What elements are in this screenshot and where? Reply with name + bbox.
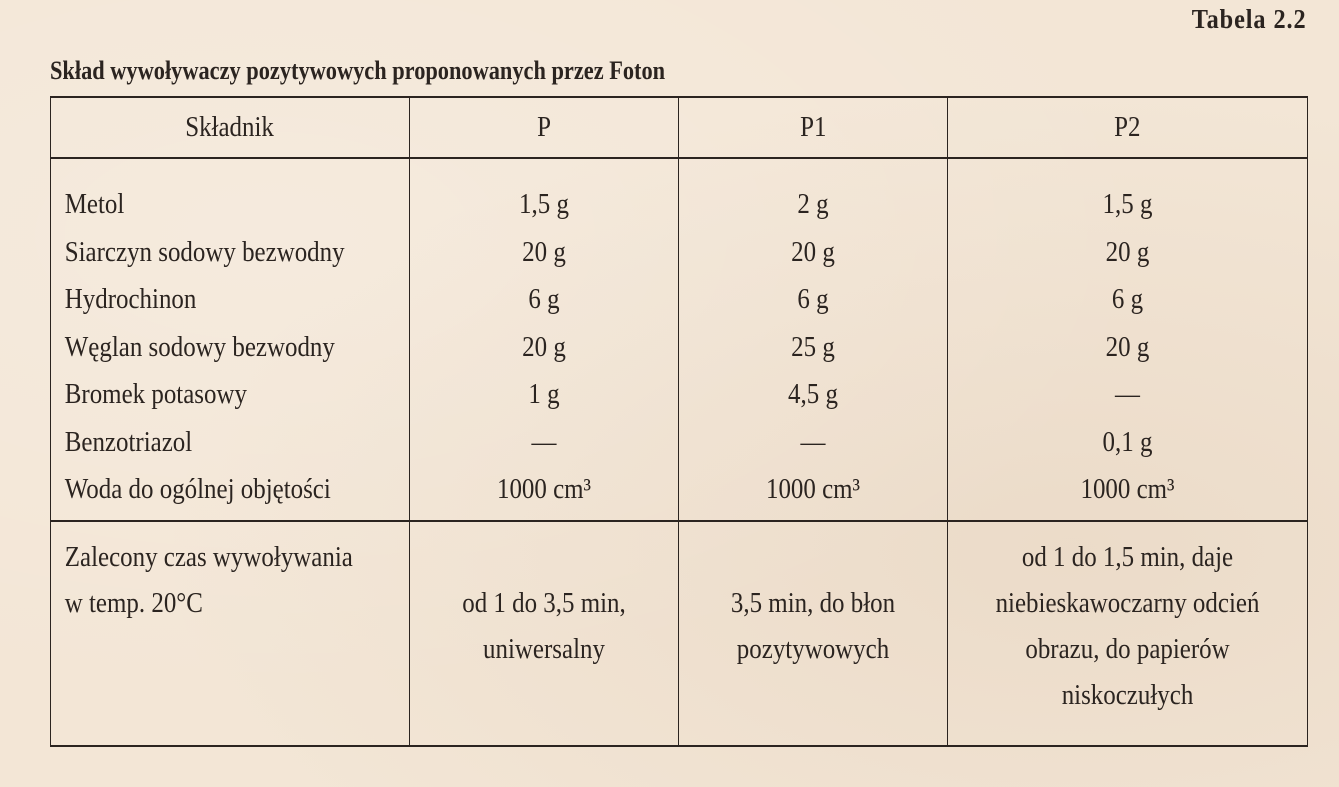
ingredient-name: Węglan sodowy bezwodny — [64, 330, 335, 363]
p1-value: 1000 cm³ — [765, 473, 861, 505]
header-row — [51, 97, 1308, 158]
recommended-p2-line: obrazu, do papierów — [1025, 632, 1230, 665]
recommended-label-cell — [51, 521, 410, 746]
developer-composition-table — [50, 96, 1308, 747]
recommended-p-line: uniwersalny — [483, 632, 605, 665]
p1-value: 25 g — [791, 330, 835, 363]
p1-value: 6 g — [797, 283, 829, 315]
recommended-p-cell — [410, 521, 679, 746]
ingredient-name: Metol — [64, 188, 125, 220]
header-p1: P1 — [679, 97, 948, 158]
p-value: 1000 cm³ — [496, 473, 592, 505]
p1-value: 4,5 g — [788, 378, 838, 410]
ingredient-name: Woda do ogólnej objętości — [64, 473, 331, 505]
p2-value: 0,1 g — [1102, 425, 1153, 458]
p-values-cell — [410, 158, 679, 521]
header-ingredient: Składnik — [51, 97, 410, 158]
p-value: 1 g — [528, 378, 560, 410]
p2-value: 1,5 g — [1102, 188, 1153, 220]
ingredient-name: Bromek potasowy — [64, 378, 247, 410]
p-value: 20 g — [522, 235, 566, 268]
p1-values-cell — [679, 158, 948, 521]
recommended-p1-cell — [679, 521, 948, 746]
ingredient-names-cell — [51, 158, 410, 521]
p2-value: 1000 cm³ — [1080, 473, 1175, 505]
recommended-time-row — [51, 521, 1308, 746]
p2-value: 6 g — [1111, 283, 1144, 315]
ingredient-name: Hydrochinon — [64, 283, 197, 315]
table-number: Tabela 2.2 — [1192, 4, 1307, 34]
recommended-label-line: Zalecony czas wywoływania — [64, 540, 353, 573]
header-p: P — [410, 97, 679, 158]
p2-value: 20 g — [1105, 330, 1150, 363]
p-value: 6 g — [528, 283, 560, 315]
recommended-p2-cell — [948, 521, 1308, 746]
table-caption: Skład wywoływaczy pozytywowych proponowanych przez Foton — [50, 56, 666, 85]
ingredient-name: Siarczyn sodowy bezwodny — [64, 235, 345, 268]
p1-value: 20 g — [791, 235, 835, 268]
recommended-p2-line: niskoczułych — [1061, 678, 1194, 711]
p1-value: — — [800, 425, 826, 458]
p2-values-cell — [948, 158, 1308, 521]
header-p2: P2 — [948, 97, 1308, 158]
recommended-p-line: od 1 do 3,5 min, — [462, 586, 626, 619]
recommended-label-line: w temp. 20°C — [64, 586, 203, 619]
p-value: 1,5 g — [519, 188, 569, 220]
ingredients-row — [51, 158, 1308, 521]
ingredient-name: Benzotriazol — [64, 425, 193, 458]
p-value: — — [531, 425, 557, 458]
p1-value: 2 g — [797, 188, 829, 220]
p-value: 20 g — [522, 330, 566, 363]
recommended-p1-line: 3,5 min, do błon — [730, 586, 896, 619]
p2-value: — — [1115, 378, 1140, 410]
recommended-p2-line: niebieskawoczarny odcień — [995, 586, 1260, 619]
recommended-p1-line: pozytywowych — [736, 632, 890, 665]
p2-value: 20 g — [1105, 235, 1150, 268]
recommended-p2-line: od 1 do 1,5 min, daje — [1021, 540, 1234, 573]
